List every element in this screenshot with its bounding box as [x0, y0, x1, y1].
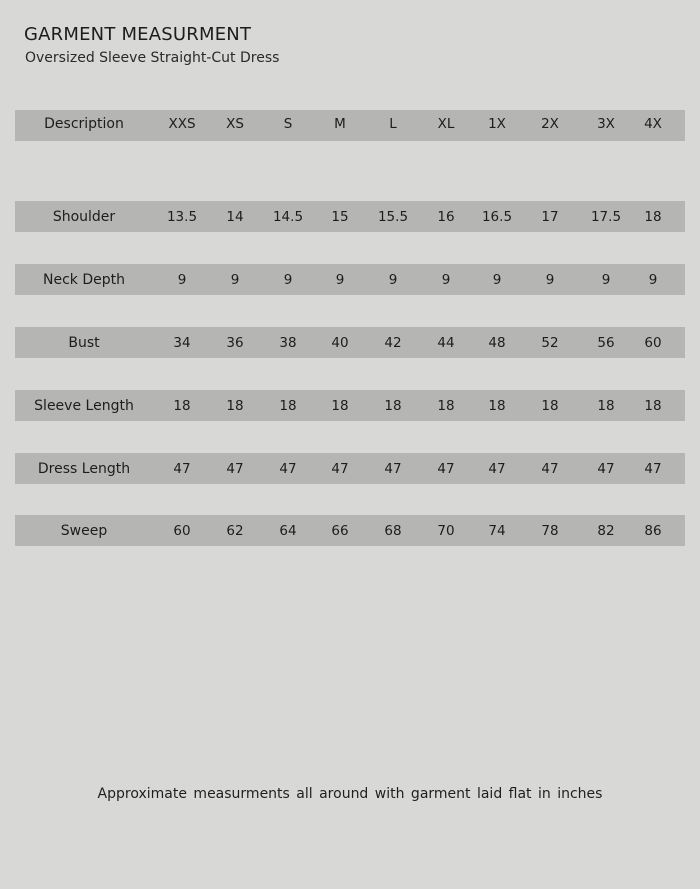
measurement-cell: 64: [279, 522, 297, 539]
measurement-cell: 48: [488, 334, 506, 351]
page-title: GARMENT MEASURMENT: [24, 24, 252, 45]
table-row: [15, 327, 685, 358]
size-header-cell: 2X: [541, 115, 559, 132]
table-row: [15, 453, 685, 484]
measurement-cell: 74: [488, 522, 506, 539]
table-row: [15, 515, 685, 546]
measurement-cell: 82: [597, 522, 615, 539]
measurement-cell: 18: [384, 397, 402, 414]
measurement-cell: 47: [541, 460, 559, 477]
measurement-cell: 18: [226, 397, 244, 414]
measurement-cell: 42: [384, 334, 402, 351]
size-header-cell: L: [389, 115, 397, 132]
table-header-row: [15, 110, 685, 141]
measurement-cell: 14: [226, 208, 244, 225]
measurement-cell: 47: [644, 460, 662, 477]
measurement-cell: 40: [331, 334, 349, 351]
row-label: Shoulder: [52, 208, 116, 225]
size-header-cell: M: [334, 115, 346, 132]
measurement-cell: 9: [441, 271, 451, 288]
measurement-cell: 9: [545, 271, 555, 288]
measurement-cell: 68: [384, 522, 402, 539]
measurement-cell: 18: [644, 397, 662, 414]
measurement-cell: 47: [331, 460, 349, 477]
measurement-cell: 62: [226, 522, 244, 539]
measurement-cell: 56: [597, 334, 615, 351]
size-header-cell: 3X: [597, 115, 615, 132]
row-label: Bust: [68, 334, 100, 351]
size-header-cell: XXS: [168, 115, 196, 132]
measurement-cell: 18: [331, 397, 349, 414]
measurement-cell: 36: [226, 334, 244, 351]
row-label: Dress Length: [37, 460, 131, 477]
footer-note: Approximate measurments all around with garment laid flat in inches: [97, 786, 603, 802]
measurement-cell: 60: [644, 334, 662, 351]
measurement-cell: 18: [644, 208, 662, 225]
measurement-cell: 47: [597, 460, 615, 477]
measurement-cell: 13.5: [166, 208, 198, 225]
measurement-cell: 47: [437, 460, 455, 477]
row-label: Sweep: [60, 522, 108, 539]
measurement-cell: 78: [541, 522, 559, 539]
measurement-cell: 9: [648, 271, 658, 288]
measurement-cell: 18: [173, 397, 191, 414]
measurement-cell: 52: [541, 334, 559, 351]
measurement-cell: 9: [335, 271, 345, 288]
size-header-cell: XS: [226, 115, 244, 132]
size-header-cell: 1X: [488, 115, 506, 132]
page-subtitle: Oversized Sleeve Straight-Cut Dress: [25, 50, 280, 66]
measurement-cell: 47: [279, 460, 297, 477]
size-header-cell: 4X: [644, 115, 662, 132]
row-label: Description: [44, 115, 124, 132]
measurement-cell: 44: [437, 334, 455, 351]
measurement-cell: 34: [173, 334, 191, 351]
measurement-cell: 9: [492, 271, 502, 288]
measurement-cell: 47: [173, 460, 191, 477]
measurement-cell: 47: [384, 460, 402, 477]
measurement-cell: 16: [437, 208, 455, 225]
table-row: [15, 390, 685, 421]
measurement-cell: 18: [541, 397, 559, 414]
measurement-cell: 60: [173, 522, 191, 539]
measurement-cell: 47: [226, 460, 244, 477]
measurement-cell: 86: [644, 522, 662, 539]
measurement-cell: 15.5: [377, 208, 409, 225]
size-header-cell: S: [283, 115, 293, 132]
measurement-cell: 18: [279, 397, 297, 414]
measurement-cell: 17.5: [590, 208, 622, 225]
measurement-cell: 18: [437, 397, 455, 414]
table-row: [15, 201, 685, 232]
measurement-cell: 47: [488, 460, 506, 477]
table-row: [15, 264, 685, 295]
measurement-cell: 70: [437, 522, 455, 539]
measurement-cell: 15: [331, 208, 349, 225]
measurement-cell: 9: [601, 271, 611, 288]
measurement-cell: 66: [331, 522, 349, 539]
row-label: Sleeve Length: [34, 397, 134, 414]
measurement-cell: 38: [279, 334, 297, 351]
measurement-cell: 9: [230, 271, 240, 288]
measurement-cell: 9: [177, 271, 187, 288]
measurement-cell: 17: [541, 208, 559, 225]
size-header-cell: XL: [437, 115, 455, 132]
row-label: Neck Depth: [43, 271, 125, 288]
measurement-cell: 9: [283, 271, 293, 288]
measurement-cell: 14.5: [272, 208, 304, 225]
measurement-cell: 18: [597, 397, 615, 414]
measurement-cell: 18: [488, 397, 506, 414]
measurement-cell: 16.5: [481, 208, 513, 225]
measurement-cell: 9: [388, 271, 398, 288]
